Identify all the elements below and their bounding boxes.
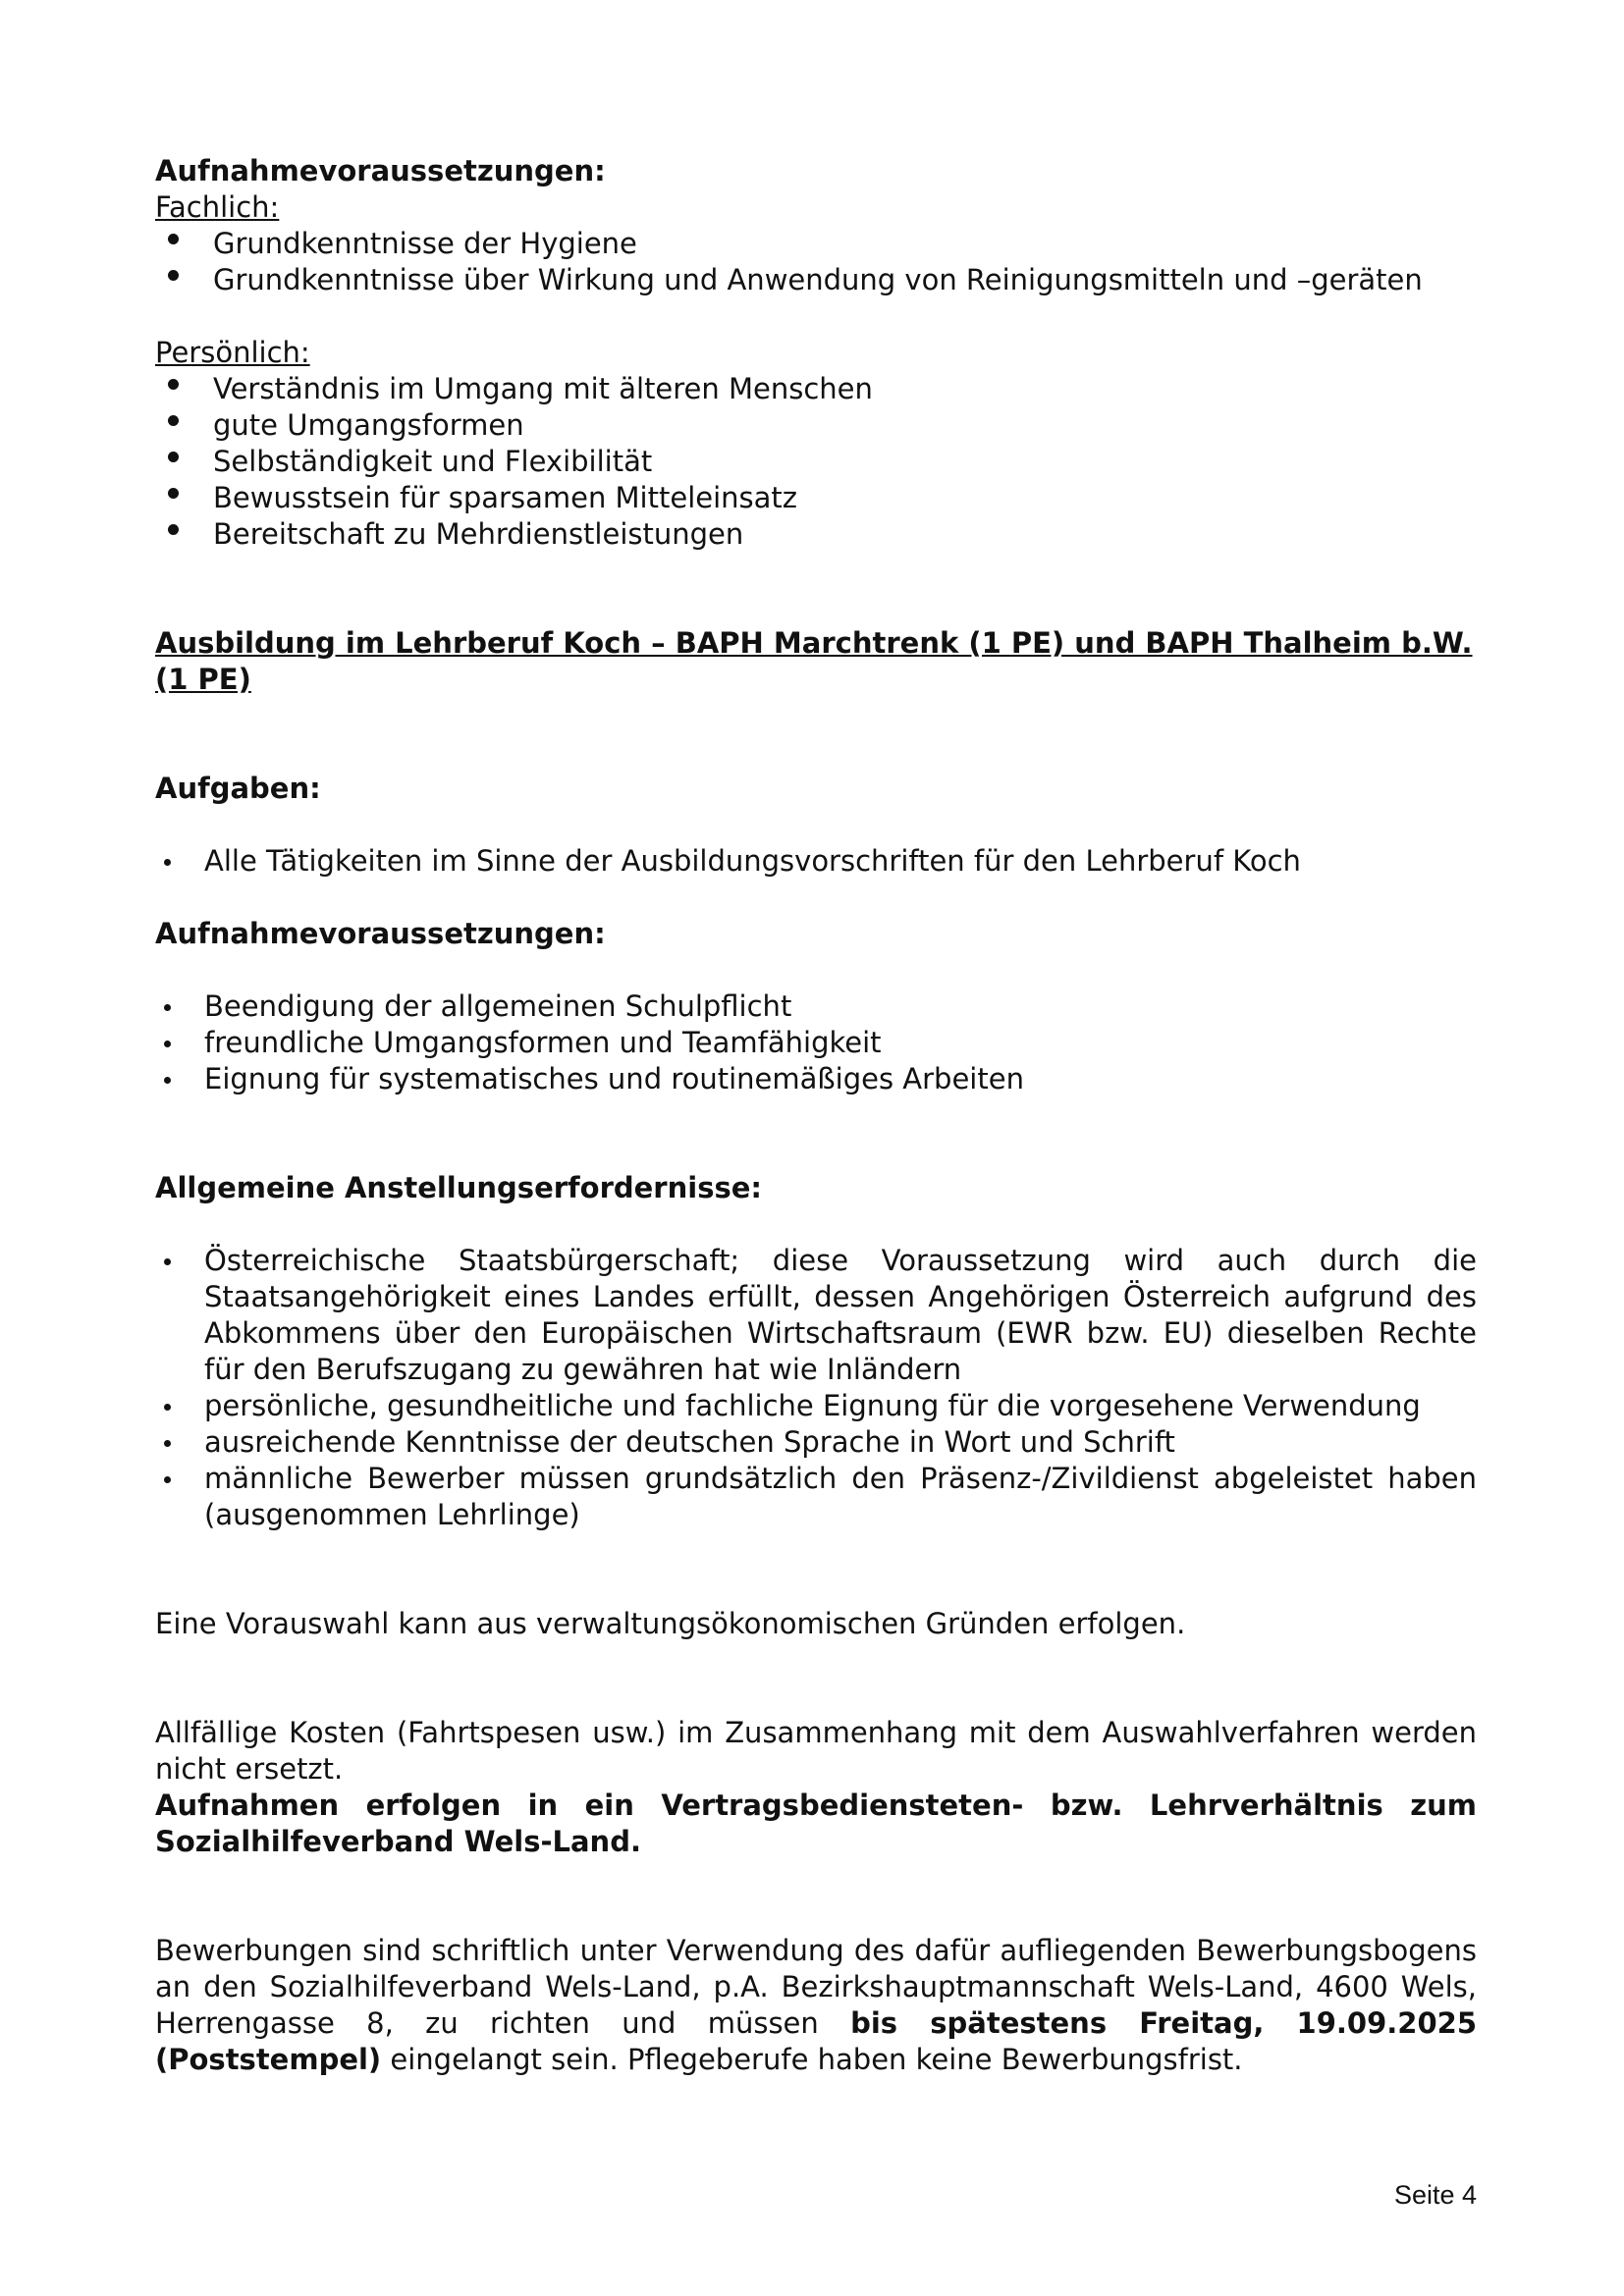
preselection-note: Eine Vorauswahl kann aus verwaltungsökonomischen Gründen erfolgen. bbox=[155, 1607, 1186, 1640]
tasks-heading: Aufgaben: bbox=[155, 772, 321, 805]
list-item: Bereitschaft zu Mehrdienstleistungen bbox=[155, 516, 1477, 553]
page-number: Seite 4 bbox=[1393, 2180, 1477, 2210]
personal-list bbox=[155, 371, 1477, 553]
general-requirements-list bbox=[155, 1243, 1477, 1533]
tasks-list bbox=[155, 843, 1477, 880]
list-item: Grundkenntnisse über Wirkung und Anwendung von Reinigungsmitteln und –geräten bbox=[155, 262, 1477, 298]
list-item: Alle Tätigkeiten im Sinne der Ausbildungsvorschriften für den Lehrberuf Koch bbox=[155, 843, 1477, 880]
list-item: Grundkenntnisse der Hygiene bbox=[155, 226, 1477, 262]
application-note bbox=[155, 1933, 1477, 2078]
list-item: Bewusstsein für sparsamen Mitteleinsatz bbox=[155, 480, 1477, 516]
list-item: freundliche Umgangsformen und Teamfähigkeit bbox=[155, 1025, 1477, 1061]
list-item: männliche Bewerber müssen grundsätzlich den Präsenz-/Zivildienst abgeleistet haben (ausgenommen Lehrlinge) bbox=[155, 1461, 1477, 1533]
list-item: persönliche, gesundheitliche und fachliche Eignung für die vorgesehene Verwendung bbox=[155, 1388, 1477, 1424]
list-item: Österreichische Staatsbürgerschaft; diese Voraussetzung wird auch durch die Staatsangehörigkeit eines Landes erfüllt, dessen Angehörigen Österreich aufgrund des Abkommens über den Europäischen Wirtschaftsraum (EWR bzw. EU) dieselben Rechte für den Berufszugang zu gewähren hat wie Inländern bbox=[155, 1243, 1477, 1388]
general-requirements-heading: Allgemeine Anstellungserfordernisse: bbox=[155, 1171, 762, 1204]
list-item: ausreichende Kenntnisse der deutschen Sprache in Wort und Schrift bbox=[155, 1424, 1477, 1461]
list-item: Verständnis im Umgang mit älteren Menschen bbox=[155, 371, 1477, 407]
professional-label: Fachlich: bbox=[155, 190, 280, 224]
list-item: Eignung für systematisches und routinemäßiges Arbeiten bbox=[155, 1061, 1477, 1097]
requirements-heading: Aufnahmevoraussetzungen: bbox=[155, 154, 606, 187]
list-item: Selbständigkeit und Flexibilität bbox=[155, 444, 1477, 480]
professional-list bbox=[155, 226, 1477, 298]
personal-label: Persönlich: bbox=[155, 336, 310, 369]
list-item: Beendigung der allgemeinen Schulpflicht bbox=[155, 988, 1477, 1025]
employment-note: Aufnahmen erfolgen in ein Vertragsbediensteten- bzw. Lehrverhältnis zum Sozialhilfeverband Wels-Land. bbox=[155, 1789, 1477, 1858]
koch-requirements-heading: Aufnahmevoraussetzungen: bbox=[155, 917, 606, 950]
list-item: gute Umgangsformen bbox=[155, 407, 1477, 444]
document-body bbox=[155, 153, 1477, 2078]
costs-note: Allfällige Kosten (Fahrtspesen usw.) im Zusammenhang mit dem Auswahlverfahren werden nicht ersetzt. bbox=[155, 1716, 1477, 1786]
koch-requirements-list bbox=[155, 988, 1477, 1097]
application-text-end: eingelangt sein. Pflegeberufe haben keine Bewerbungsfrist. bbox=[381, 2043, 1243, 2076]
koch-section-title: Ausbildung im Lehrberuf Koch – BAPH Marchtrenk (1 PE) und BAPH Thalheim b.W. (1 PE) bbox=[155, 626, 1473, 696]
application-text: Bewerbungen sind schriftlich unter Verwendung des dafür aufliegenden Bewerbungsbogens an den Sozialhilfeverband Wels-Land, p.A. Bezirkshauptmannschaft Wels-Land, 4600 Wels, Herrengasse 8, zu richten und müssen bbox=[155, 1934, 1477, 2040]
application-deadline: bis spätestens Freitag, 19.09.2025 (Poststempel) bbox=[155, 2006, 1477, 2076]
